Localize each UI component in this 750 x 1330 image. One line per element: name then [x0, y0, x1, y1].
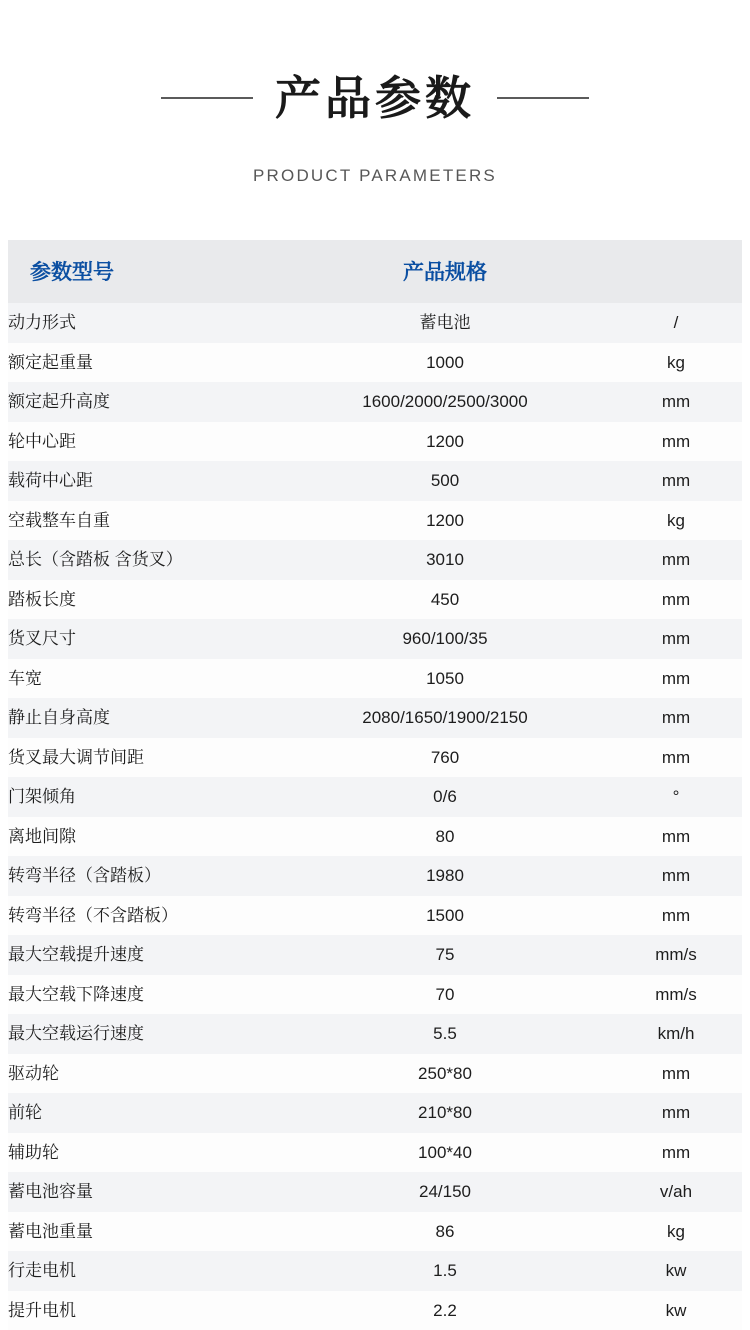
cell-parameter-unit: mm — [610, 1054, 742, 1094]
table-row — [8, 856, 742, 896]
cell-parameter-value: 3010 — [280, 540, 610, 580]
cell-parameter-name: 驱动轮 — [8, 1054, 280, 1094]
cell-parameter-name: 最大空载提升速度 — [8, 935, 280, 975]
cell-parameter-value: 1600/2000/2500/3000 — [280, 382, 610, 422]
table-row — [8, 659, 742, 699]
cell-parameter-name: 车宽 — [8, 659, 280, 699]
cell-parameter-name: 离地间隙 — [8, 817, 280, 857]
cell-parameter-unit: kg — [610, 1212, 742, 1252]
cell-parameter-unit: mm — [610, 461, 742, 501]
cell-parameter-value: 1200 — [280, 422, 610, 462]
table-row — [8, 698, 742, 738]
cell-parameter-unit: mm — [610, 698, 742, 738]
cell-parameter-unit: km/h — [610, 1014, 742, 1054]
cell-parameter-name: 轮中心距 — [8, 422, 280, 462]
spec-table-wrapper — [8, 240, 742, 1330]
cell-parameter-value: 450 — [280, 580, 610, 620]
cell-parameter-unit: mm — [610, 856, 742, 896]
table-row — [8, 1172, 742, 1212]
page-subtitle: PRODUCT PARAMETERS — [253, 166, 497, 186]
cell-parameter-name: 辅助轮 — [8, 1133, 280, 1173]
spec-table-head — [8, 240, 742, 303]
cell-parameter-value: 2.2 — [280, 1291, 610, 1330]
column-header-spec: 产品规格 — [280, 240, 610, 303]
cell-parameter-name: 载荷中心距 — [8, 461, 280, 501]
cell-parameter-unit: mm — [610, 659, 742, 699]
cell-parameter-value: 2080/1650/1900/2150 — [280, 698, 610, 738]
cell-parameter-name: 空载整车自重 — [8, 501, 280, 541]
table-row — [8, 738, 742, 778]
cell-parameter-value: 760 — [280, 738, 610, 778]
cell-parameter-value: 5.5 — [280, 1014, 610, 1054]
cell-parameter-name: 货叉尺寸 — [8, 619, 280, 659]
spec-table-body — [8, 303, 742, 1330]
cell-parameter-unit: mm — [610, 540, 742, 580]
cell-parameter-value: 500 — [280, 461, 610, 501]
cell-parameter-unit: ° — [610, 777, 742, 817]
cell-parameter-value: 24/150 — [280, 1172, 610, 1212]
cell-parameter-value: 1200 — [280, 501, 610, 541]
table-row — [8, 935, 742, 975]
cell-parameter-value: 210*80 — [280, 1093, 610, 1133]
cell-parameter-name: 总长（含踏板 含货叉） — [8, 540, 280, 580]
title-rule-left — [161, 97, 253, 99]
cell-parameter-unit: mm/s — [610, 935, 742, 975]
cell-parameter-unit: mm — [610, 1133, 742, 1173]
cell-parameter-name: 行走电机 — [8, 1251, 280, 1291]
cell-parameter-name: 蓄电池容量 — [8, 1172, 280, 1212]
cell-parameter-unit: mm — [610, 896, 742, 936]
cell-parameter-value: 1980 — [280, 856, 610, 896]
cell-parameter-unit: mm — [610, 1093, 742, 1133]
table-row — [8, 540, 742, 580]
cell-parameter-unit: kw — [610, 1291, 742, 1330]
cell-parameter-value: 75 — [280, 935, 610, 975]
cell-parameter-value: 1500 — [280, 896, 610, 936]
spec-table — [8, 240, 742, 1330]
page-title: 产品参数 — [275, 70, 475, 125]
table-row — [8, 1291, 742, 1330]
cell-parameter-unit: mm — [610, 738, 742, 778]
cell-parameter-name: 额定起重量 — [8, 343, 280, 383]
cell-parameter-value: 1050 — [280, 659, 610, 699]
table-row — [8, 580, 742, 620]
cell-parameter-value: 960/100/35 — [280, 619, 610, 659]
cell-parameter-name: 静止自身高度 — [8, 698, 280, 738]
cell-parameter-unit: mm — [610, 382, 742, 422]
column-header-name: 参数型号 — [8, 240, 280, 303]
cell-parameter-unit: mm — [610, 422, 742, 462]
cell-parameter-value: 1000 — [280, 343, 610, 383]
table-row — [8, 501, 742, 541]
cell-parameter-value: 70 — [280, 975, 610, 1015]
title-rule-right — [497, 97, 589, 99]
cell-parameter-name: 货叉最大调节间距 — [8, 738, 280, 778]
table-row — [8, 619, 742, 659]
cell-parameter-unit: mm — [610, 619, 742, 659]
table-row — [8, 1212, 742, 1252]
cell-parameter-value: 蓄电池 — [280, 303, 610, 343]
cell-parameter-unit: kg — [610, 501, 742, 541]
table-row — [8, 896, 742, 936]
cell-parameter-unit: / — [610, 303, 742, 343]
cell-parameter-name: 最大空载运行速度 — [8, 1014, 280, 1054]
table-row — [8, 1014, 742, 1054]
table-row — [8, 777, 742, 817]
cell-parameter-value: 1.5 — [280, 1251, 610, 1291]
table-row — [8, 382, 742, 422]
table-row — [8, 975, 742, 1015]
table-row — [8, 1133, 742, 1173]
cell-parameter-unit: mm — [610, 580, 742, 620]
page-title-row — [0, 42, 750, 154]
cell-parameter-name: 转弯半径（不含踏板） — [8, 896, 280, 936]
page-header — [0, 0, 750, 196]
cell-parameter-name: 最大空载下降速度 — [8, 975, 280, 1015]
cell-parameter-name: 踏板长度 — [8, 580, 280, 620]
table-row — [8, 1251, 742, 1291]
cell-parameter-value: 86 — [280, 1212, 610, 1252]
cell-parameter-unit: v/ah — [610, 1172, 742, 1212]
cell-parameter-value: 0/6 — [280, 777, 610, 817]
table-row — [8, 1093, 742, 1133]
table-header-row — [8, 240, 742, 303]
cell-parameter-name: 动力形式 — [8, 303, 280, 343]
cell-parameter-unit: kw — [610, 1251, 742, 1291]
table-row — [8, 303, 742, 343]
table-row — [8, 1054, 742, 1094]
table-row — [8, 461, 742, 501]
cell-parameter-name: 门架倾角 — [8, 777, 280, 817]
cell-parameter-value: 100*40 — [280, 1133, 610, 1173]
cell-parameter-unit: kg — [610, 343, 742, 383]
cell-parameter-name: 转弯半径（含踏板） — [8, 856, 280, 896]
cell-parameter-value: 250*80 — [280, 1054, 610, 1094]
cell-parameter-name: 蓄电池重量 — [8, 1212, 280, 1252]
cell-parameter-name: 额定起升高度 — [8, 382, 280, 422]
cell-parameter-unit: mm — [610, 817, 742, 857]
column-header-unit — [610, 240, 742, 303]
table-row — [8, 343, 742, 383]
cell-parameter-name: 提升电机 — [8, 1291, 280, 1330]
cell-parameter-value: 80 — [280, 817, 610, 857]
table-row — [8, 422, 742, 462]
cell-parameter-name: 前轮 — [8, 1093, 280, 1133]
cell-parameter-unit: mm/s — [610, 975, 742, 1015]
table-row — [8, 817, 742, 857]
